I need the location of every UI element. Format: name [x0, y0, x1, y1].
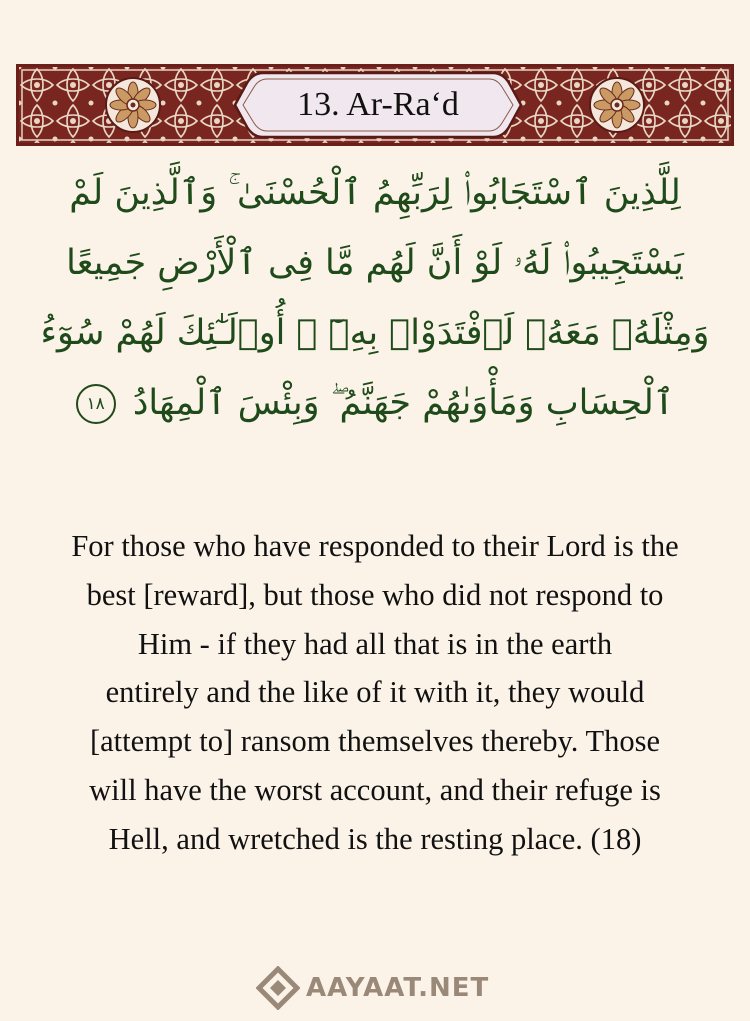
- translation-line: will have the worst account, and their refuge is: [89, 772, 661, 807]
- translation-line: Him - if they had all that is in the earth: [137, 626, 613, 661]
- logo-text: AAYAAT.NET: [306, 973, 490, 1003]
- ayah-number-marker: ١٨: [76, 384, 116, 424]
- translation-line: best [reward], but those who did not respond to: [86, 577, 664, 612]
- arabic-line: لِلَّذِينَ ٱسْتَجَابُوا۟ لِرَبِّهِمُ ٱلْحُسْنَىٰ ۚ وَٱلَّذِينَ لَمْ: [69, 173, 681, 213]
- arabic-line: يَسْتَجِيبُوا۟ لَهُۥ لَوْ أَنَّ لَهُم مَّا فِى ٱلْأَرْضِ جَمِيعًا: [66, 243, 684, 283]
- arabic-verse: [40, 158, 710, 438]
- title-plaque: [233, 71, 523, 139]
- arabic-line-text: ٱلْحِسَابِ وَمَأْوَىٰهُمْ جَهَنَّمُ ۖ وَبِئْسَ ٱلْمِهَادُ: [132, 383, 675, 423]
- arabic-line: وَمِثْلَهُۥ مَعَهُۥ لَٱفْتَدَوْا۟ بِهِۦٓ ۚ أُو۟لَـٰٓئِكَ لَهُمْ سُوٓءُ: [40, 313, 710, 353]
- translation-line: Hell, and wretched is the resting place. (18): [108, 821, 642, 856]
- site-logo[interactable]: [256, 962, 496, 1014]
- translation-line: entirely and the like of it with it, they would: [105, 675, 645, 710]
- translation-line: For those who have responded to their Lord is the: [71, 529, 679, 563]
- verse-translation: [22, 522, 728, 864]
- aayaat-logo-icon: [256, 966, 300, 1010]
- surah-header-banner: [16, 64, 734, 146]
- surah-title: 13. Ar-Ra‘d: [297, 86, 459, 123]
- translation-line: [attempt to] ransom themselves thereby. Those: [89, 724, 661, 759]
- arabic-line: [40, 368, 710, 438]
